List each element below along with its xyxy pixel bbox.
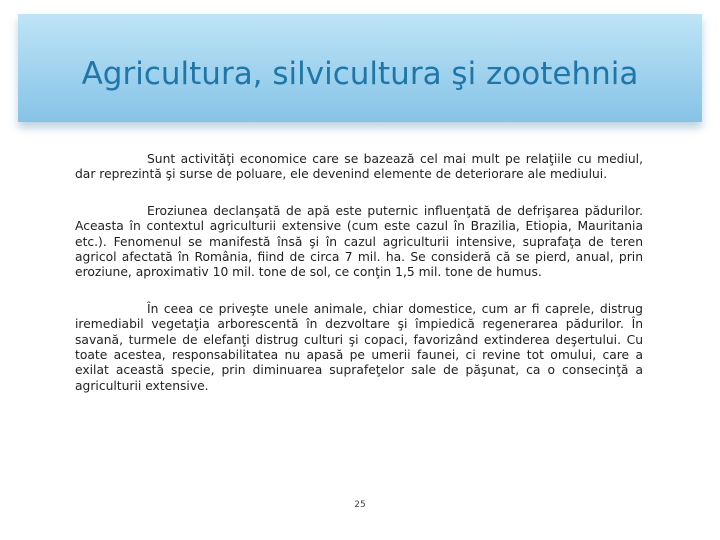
paragraph-erosion: Eroziunea declanşată de apă este puternic influenţată de defrişarea pădurilor. Aceasta în contextul agriculturii extensive (cum este cazul în Brazilia, Etiopia, Mauritania etc.). Fenomenul se manifestă însă şi în cazul agriculturii intensive, suprafaţa de teren agricol afectată în România, fiind de circa 7 mil. ha. Se consideră că se pierd, anual, prin eroziune, aproximativ 10 mil. tone de sol, ce conţin 1,5 mil. tone de humus. bbox=[75, 203, 643, 280]
page-title: Agricultura, silvicultura şi zootehnia bbox=[81, 56, 639, 92]
page-number: 25 bbox=[354, 500, 366, 510]
slide-body bbox=[75, 152, 643, 415]
paragraph-animals: În ceea ce priveşte unele animale, chiar domestice, cum ar fi caprele, distrug iremediabil vegetaţia arborescentă în dezvoltare şi împiedică regenerarea pădurilor. În savană, turmele de elefanţi distrug culturi şi copaci, favorizând extinderea deşertului. Cu toate acestea, responsabilitatea nu apasă pe umerii faunei, ci revine tot omului, care a exilat această specie, prin diminuarea suprafeţelor sale de păşunat, ca o consecinţă a agriculturii extensive. bbox=[75, 301, 643, 393]
paragraph-activities: Sunt activităţi economice care se bazează cel mai mult pe relaţiile cu mediul, dar reprezintă şi surse de poluare, ele devenind elemente de deteriorare ale mediului. bbox=[75, 152, 643, 182]
